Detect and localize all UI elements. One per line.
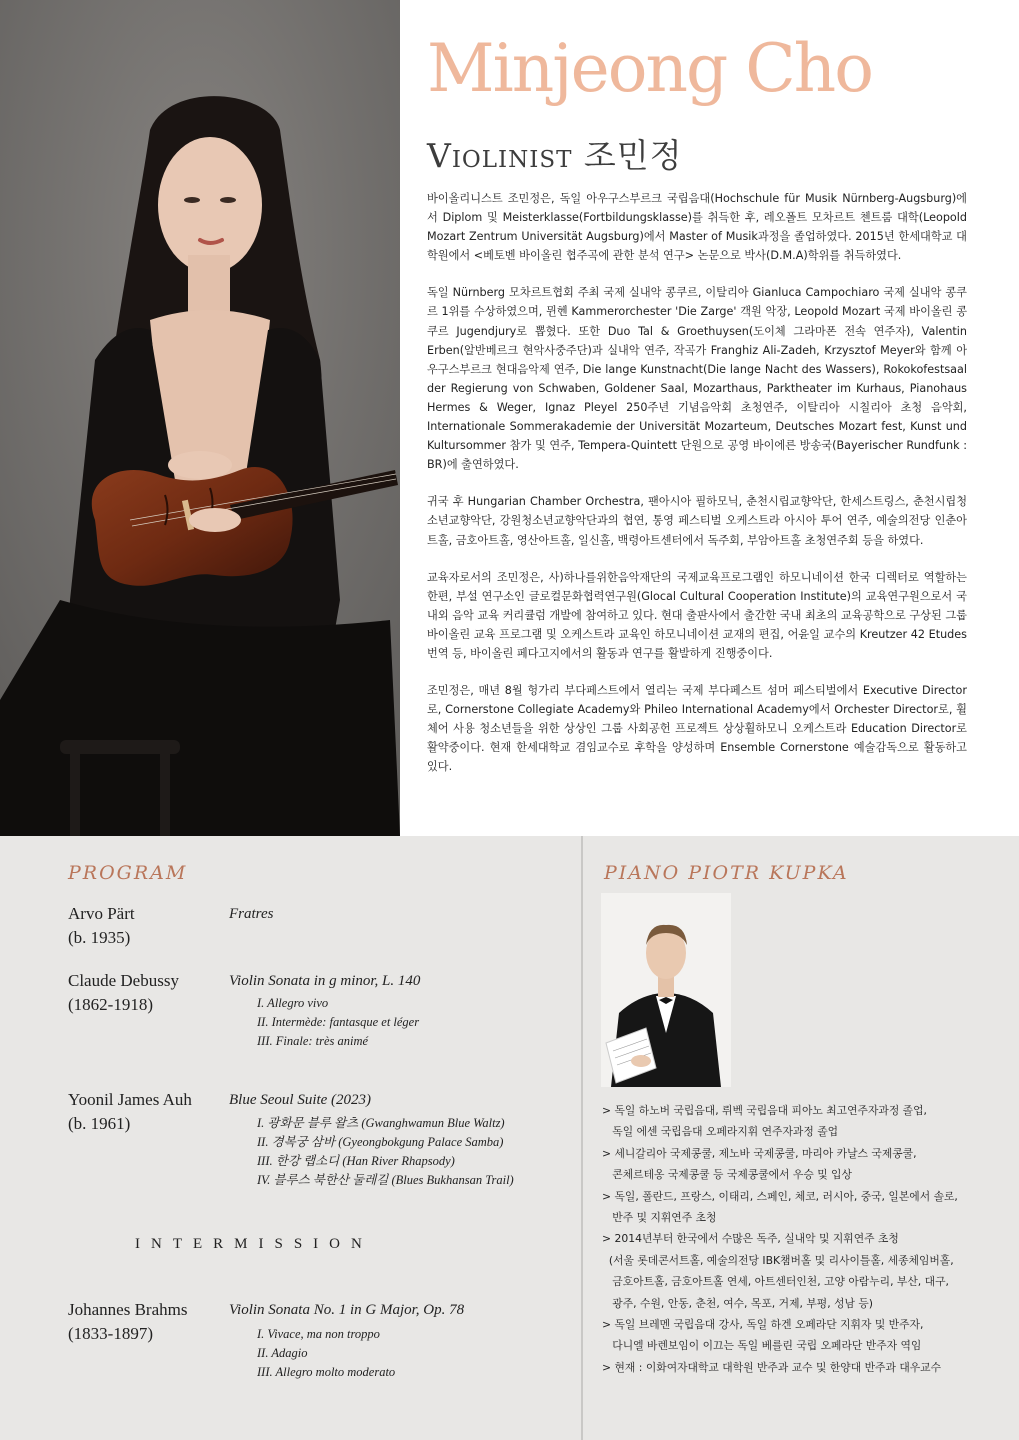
program-title: PROGRAM: [68, 862, 188, 884]
performer-name: Minjeong Cho: [427, 30, 872, 107]
movement: III. 한강 랩소디 (Han River Rhapsody): [257, 1154, 455, 1168]
performer-role: Violinist 조민정: [427, 136, 683, 175]
composer-dates: (b. 1935): [68, 928, 131, 947]
work-title: Blue Seoul Suite (2023): [229, 1092, 372, 1108]
pianist-photo: [601, 893, 731, 1087]
composer-name: Yoonil James Auh: [68, 1090, 192, 1109]
bio-paragraph: 조민정은, 매년 8월 헝가리 부다페스트에서 열리는 국제 부다페스트 섬머 페스티벌에서 Executive Director로, Cornerstone Collegiate Academy와 Phileo International Academy에서 Orchester Director로, 휠체어 사용 청소년들을 위한 상상인 그룹 사회공헌 프로젝트 상상휠하모니 오케스트라 Education Director로 활약중이다. 현재 한세대학교 겸임교수로 후학을 양성하며 Ensemble Cornerstone 예술감독으로 활동하고 있다.: [427, 684, 967, 774]
composer-name: Johannes Brahms: [68, 1300, 188, 1319]
movement: I. Allegro vivo: [257, 996, 329, 1010]
movement: III. Allegro molto moderato: [257, 1365, 396, 1379]
intermission-label: INTERMISSION: [135, 1236, 373, 1252]
work-title: Violin Sonata No. 1 in G Major, Op. 78: [229, 1302, 465, 1318]
pianist-bio: [602, 1100, 1002, 1378]
bio-paragraph: 교육자로서의 조민정은, 사)하나를위한음악재단의 국제교육프로그램인 하모니네이션 한국 디렉터로 역할하는 한편, 부설 연구소인 글로컬문화협력연구원(Glocal Cultural Cooperation Institute)의 교육연구원으로서 국내외 음악 교육 커리큘럼 개발에 참여하고 있다. 현대 출판사에서 출간한 국내 최초의 교육공학으로 구상된 그룹 바이올린 교육 프로그램 및 오케스트라 교육인 하모니네이션 교재의 편집, 어윤일 교수의 Kreutzer 42 Etudes 번역 등, 바이올린 페다고지에서의 활동과 연구를 활발하게 진행중이다.: [427, 570, 967, 660]
work-title: Violin Sonata in g minor, L. 140: [229, 973, 421, 989]
composer-dates: (1833-1897): [68, 1324, 153, 1343]
bio-panel: [400, 0, 1019, 836]
bio-paragraph: 독일 Nürnberg 모차르트협회 주최 국제 실내악 콩쿠르, 이탈리아 Gianluca Campochiaro 국제 실내악 콩쿠르 1위를 수상하였으며, 뮌헨 Kammerorchester 'Die Zarge' 객원 악장, Leopold Mozart 국제 바이올린 콩쿠르 Jugendjury로 뽑혔다. 또한 Duo Tal & Groethuysen(도이체 그라마폰 전속 연주자), Valentin Erben(알반베르크 현악사중주단)과 실내악 연주, 작곡가 Franghiz Ali-Zadeh, Krzysztof Meyer와 함께 아우구스부르크 현대음악제 연주, Die lange Kunstnacht(Die lange Nacht des Wassers), Rokokofestsaal der Regierung von Schwaben, Goldener Saal, Mozarthaus, Parktheater im Kurhaus, Pianohaus Hermes & Weger, Ignaz Pleyel 250주년 기념음악회 초청연주, 이탈리아 시칠리아 초청 음악회, Internationale Sommerakademie der Universität Mozarteum, Deutsches Mozart fest, Kunst und Kultursommer 참가 및 연주, Tempera-Quintett 단원으로 공영 바이에른 방송국(Bayerischer Rundfunk : BR)에 출연하였다.: [427, 286, 967, 472]
bottom-section: [0, 836, 1019, 1440]
bio-paragraph: 귀국 후 Hungarian Chamber Orchestra, 팬아시아 필하모닉, 춘천시립교향악단, 한세스트링스, 춘천시립청소년교향악단, 강원청소년교향악단과의 협연, 통영 페스티벌 오케스트라 아시아 투어 연주, 예술의전당 인춘아트홀, 금호아트홀, 영산아트홀, 일신홀, 백령아트센터에서 독주회, 부암아트홀 초청연주회 등을 하였다.: [427, 495, 967, 547]
pianist-bio-line: > 현재 : 이화여자대학교 대학원 반주과 교수 및 한양대 반주과 대우교수: [602, 1360, 942, 1374]
pianist-bio-line: > 독일, 폴란드, 프랑스, 이태리, 스페인, 체코, 러시아, 중국, 일본에서 솔로,: [602, 1189, 958, 1203]
pianist-bio-line: > 세니갈리아 국제콩쿨, 제노바 국제콩쿨, 마리아 카날스 국제콩쿨,: [602, 1146, 917, 1160]
movement: II. Intermède: fantasque et léger: [257, 1015, 420, 1029]
biography: [427, 189, 967, 795]
pianist-bio-line: 다니엘 바렌보임이 이끄는 독일 베를린 국립 오페라단 반주자 역임: [602, 1339, 922, 1353]
work-title: Fratres: [229, 906, 274, 922]
violinist-photo: [0, 0, 400, 836]
movement: I. Vivace, ma non troppo: [257, 1327, 380, 1341]
movement: I. 광화문 블루 왈츠 (Gwanghwamun Blue Waltz): [257, 1116, 505, 1130]
movement: II. Adagio: [257, 1346, 308, 1360]
composer-name: Claude Debussy: [68, 971, 179, 990]
composer-name: Arvo Pärt: [68, 904, 135, 923]
pianist-bio-line: 독일 에센 국립음대 오페라지휘 연주자과정 졸업: [602, 1125, 839, 1139]
pianist-bio-line: > 독일 하노버 국립음대, 뤼벡 국립음대 피아노 최고연주자과정 졸업,: [602, 1104, 927, 1117]
pianist-bio-line: > 독일 브레멘 국립음대 강사, 독일 하겐 오페라단 지휘자 및 반주자,: [602, 1318, 924, 1332]
pianist-bio-line: 반주 및 지휘연주 초청: [602, 1211, 717, 1225]
pianist-bio-line: 광주, 수원, 안동, 춘천, 여수, 목포, 거제, 부평, 성남 등): [602, 1296, 874, 1310]
pianist-bio-line: > 2014년부터 한국에서 수많은 독주, 실내악 및 지휘연주 초청: [602, 1232, 899, 1246]
pianist-bio-line: 콘체르테옹 국제콩쿨 등 국제콩쿨에서 우승 및 입상: [602, 1168, 852, 1182]
pianist-bio-line: (서울 롯데콘서트홀, 예술의전당 IBK챔버홀 및 리사이틀홀, 세종체임버홀,: [602, 1253, 954, 1267]
bio-paragraph: 바이올리니스트 조민정은, 독일 아우구스부르크 국립음대(Hochschule für Musik Nürnberg-Augsburg)에서 Diplom 및 Meisterklasse(Fortbildungsklasse)를 취득한 후, 레오폴트 모차르트 첸트룸 대학(Leopold Mozart Zentrum Universität Augsburg)에서 Master of Musik과정을 졸업하였다. 2015년 한세대학교 대학원에서 <베토벤 바이올린 협주곡에 관한 분석 연구> 논문으로 박사(D.M.A)학위를 취득하였다.: [427, 192, 967, 263]
composer-dates: (b. 1961): [68, 1114, 131, 1133]
movement: II. 경복궁 삼바 (Gyeongbokgung Palace Samba): [257, 1135, 504, 1149]
movement: III. Finale: très animé: [257, 1034, 369, 1048]
pianist-title: PIANO PIOTR KUPKA: [604, 862, 849, 884]
column-divider: [581, 836, 583, 1440]
pianist-bio-line: 금호아트홀, 금호아트홀 연세, 아트센터인천, 고양 아람누리, 부산, 대구,: [602, 1275, 949, 1289]
movement: IV. 블루스 북한산 둘레길 (Blues Bukhansan Trail): [257, 1173, 514, 1187]
composer-dates: (1862-1918): [68, 995, 153, 1014]
